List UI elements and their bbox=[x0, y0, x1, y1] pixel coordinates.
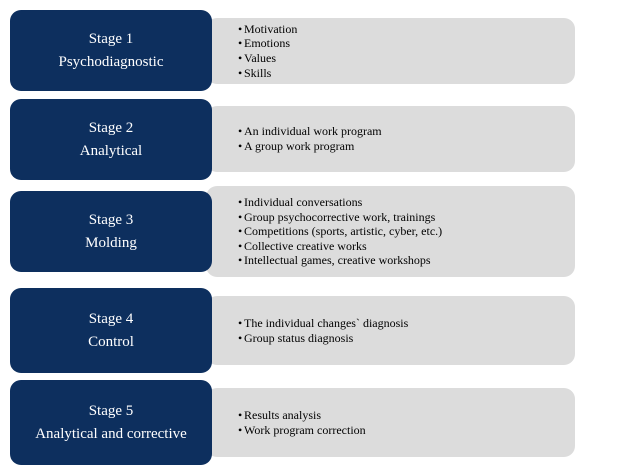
stage-1-item-list bbox=[238, 22, 575, 80]
bullet-icon: • bbox=[238, 65, 243, 80]
stage-5-label bbox=[10, 380, 212, 465]
stage-title: Stage 5 bbox=[88, 402, 134, 419]
bullet-icon: • bbox=[238, 407, 243, 422]
bullet-icon: • bbox=[238, 238, 243, 253]
list-item bbox=[238, 139, 575, 154]
item-text: Group status diagnosis bbox=[244, 330, 354, 345]
list-item bbox=[238, 124, 575, 139]
stage-subtitle: Control bbox=[88, 333, 134, 350]
stage-2-label bbox=[10, 99, 212, 180]
list-item bbox=[238, 51, 575, 66]
list-item bbox=[238, 210, 575, 225]
stage-4-item-list bbox=[238, 316, 575, 345]
stage-5-item-list bbox=[238, 408, 575, 437]
stage-2-item-list bbox=[238, 124, 575, 153]
item-text: Skills bbox=[244, 65, 272, 80]
item-text: Intellectual games, creative workshops bbox=[244, 253, 431, 268]
list-item bbox=[238, 224, 575, 239]
list-item bbox=[238, 36, 575, 51]
list-item bbox=[238, 316, 575, 331]
item-text: Collective creative works bbox=[244, 238, 367, 253]
item-text: Work program correction bbox=[244, 422, 366, 437]
stage-1-details bbox=[206, 18, 575, 84]
bullet-icon: • bbox=[238, 36, 243, 51]
bullet-icon: • bbox=[238, 139, 243, 153]
list-item bbox=[238, 423, 575, 438]
stage-subtitle: Analytical bbox=[79, 142, 143, 159]
list-item bbox=[238, 195, 575, 210]
stage-title: Stage 4 bbox=[88, 310, 134, 327]
bullet-icon: • bbox=[238, 422, 243, 437]
bullet-icon: • bbox=[238, 253, 243, 268]
stage-title: Stage 3 bbox=[88, 211, 134, 228]
stage-2-details bbox=[206, 106, 575, 172]
stage-subtitle: Psychodiagnostic bbox=[58, 53, 164, 70]
item-text: Values bbox=[244, 51, 276, 65]
bullet-icon: • bbox=[238, 315, 243, 330]
list-item bbox=[238, 253, 575, 268]
list-item bbox=[238, 331, 575, 346]
item-text: Group psychocorrective work, trainings bbox=[244, 209, 436, 224]
stage-title: Stage 2 bbox=[88, 119, 134, 136]
stage-subtitle: Analytical and corrective bbox=[35, 425, 187, 442]
stage-subtitle: Molding bbox=[85, 234, 137, 251]
bullet-icon: • bbox=[238, 124, 243, 139]
stage-4-label bbox=[10, 288, 212, 373]
bullet-icon: • bbox=[238, 209, 243, 224]
stage-3-label bbox=[10, 191, 212, 272]
stage-3-item-list bbox=[238, 195, 575, 268]
stage-4-details bbox=[206, 296, 575, 365]
stage-5-details bbox=[206, 388, 575, 457]
stage-title: Stage 1 bbox=[88, 30, 134, 47]
item-text: An individual work program bbox=[244, 124, 382, 139]
list-item bbox=[238, 22, 575, 37]
item-text: Competitions (sports, artistic, cyber, etc.) bbox=[244, 224, 443, 239]
item-text: Results analysis bbox=[244, 407, 321, 422]
item-text: The individual changes` diagnosis bbox=[244, 315, 409, 330]
bullet-icon: • bbox=[238, 195, 243, 210]
item-text: Individual conversations bbox=[244, 195, 363, 210]
bullet-icon: • bbox=[238, 51, 243, 65]
stage-3-details bbox=[206, 186, 575, 277]
list-item bbox=[238, 239, 575, 254]
list-item bbox=[238, 66, 575, 81]
bullet-icon: • bbox=[238, 330, 243, 345]
item-text: A group work program bbox=[244, 139, 355, 153]
item-text: Motivation bbox=[244, 21, 298, 36]
list-item bbox=[238, 408, 575, 423]
bullet-icon: • bbox=[238, 21, 243, 36]
stage-1-label bbox=[10, 10, 212, 91]
item-text: Emotions bbox=[244, 36, 291, 51]
bullet-icon: • bbox=[238, 224, 243, 239]
